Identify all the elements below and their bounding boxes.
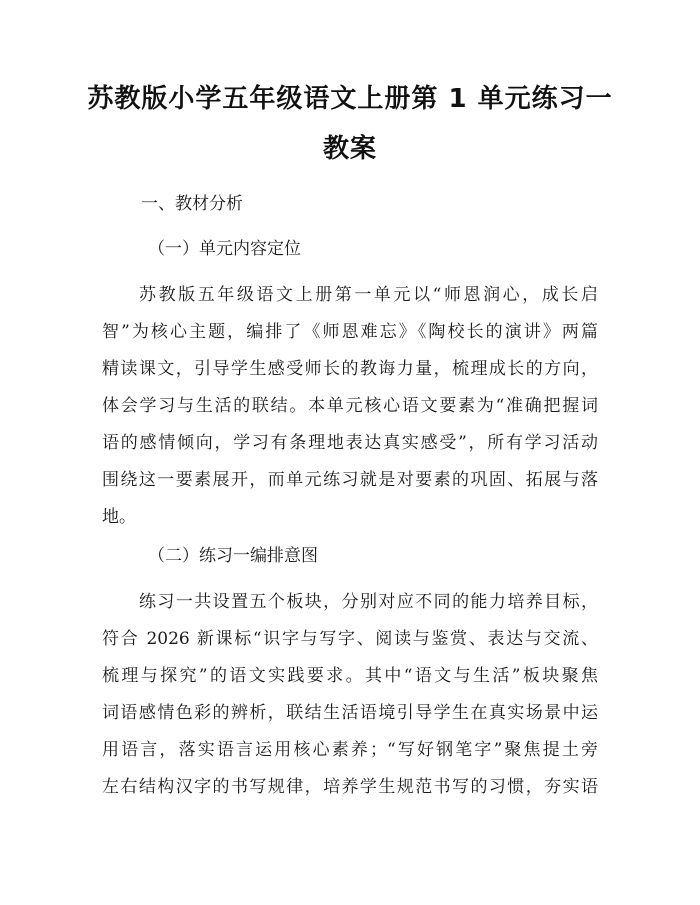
paragraph-line: 练习一共设置五个板块，分别对应不同的能力培养目标， — [139, 592, 598, 612]
paragraph-unit-positioning — [102, 277, 598, 536]
paragraph-line: 智”为核心主题，编排了《师恩难忘》《陶校长的演讲》两篇 — [102, 322, 598, 342]
paragraph-line: 围绕这一要素展开，而单元练习就是对要素的巩固、拓展与落 — [102, 470, 598, 490]
section-heading-teaching-material-analysis: 一、教材分析 — [141, 194, 243, 214]
paragraph-line: 左右结构汉字的书写规律，培养学生规范书写的习惯，夯实语 — [102, 777, 598, 797]
paragraph-line: 梳理与探究”的语文实践要求。其中“语文与生活”板块聚焦 — [102, 666, 598, 686]
paragraph-line: 符合 2026 新课标“识字与写字、阅读与鉴赏、表达与交流、 — [102, 629, 598, 649]
paragraph-line: 体会学习与生活的联结。本单元核心语文要素为“准确把握词 — [102, 396, 598, 416]
paragraph-line: 地。 — [102, 507, 136, 527]
paragraph-line: 精读课文，引导学生感受师长的教诲力量，梳理成长的方向， — [102, 359, 598, 379]
paragraph-line: 苏教版五年级语文上册第一单元以“师恩润心，成长启 — [139, 285, 598, 305]
paragraph-line: 语的感情倾向，学习有条理地表达真实感受”，所有学习活动 — [102, 433, 598, 453]
paragraph-exercise-design-intent — [102, 584, 598, 806]
document-title-line-2: 教案 — [322, 134, 377, 164]
subsection-heading-unit-positioning: （一）单元内容定位 — [148, 239, 301, 259]
document-title-line-1: 苏教版小学五年级语文上册第 1 单元练习一 — [87, 84, 613, 114]
subsection-heading-exercise-design-intent: （二）练习一编排意图 — [148, 546, 318, 566]
paragraph-line: 词语感情色彩的辨析，联结生活语境引导学生在真实场景中运 — [102, 703, 598, 723]
paragraph-line: 用语言，落实语言运用核心素养；“写好钢笔字”聚焦提土旁 — [102, 740, 598, 760]
